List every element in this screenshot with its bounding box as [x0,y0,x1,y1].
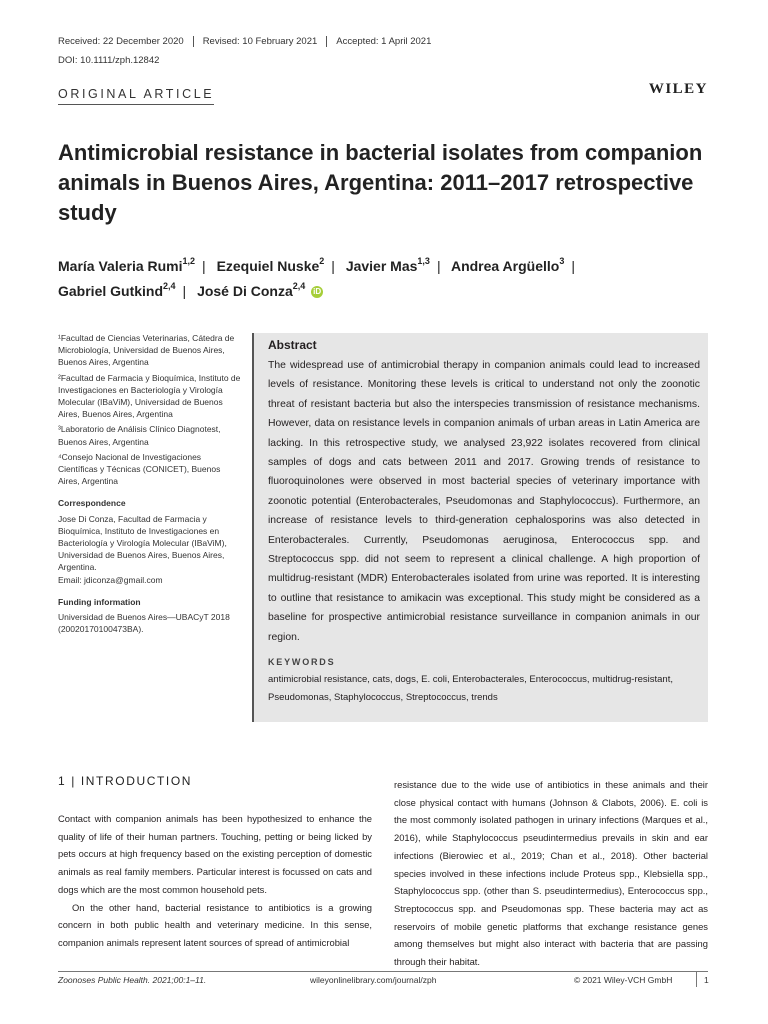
paragraph: Contact with companion animals has been hypothesized to enhance the quality of life of their human partners. Touching, petting or being licked by pets occurs at high frequency based on the existing perception of domestic animals as real family members. Particular interest is focussed on cats and dogs which are the most common household pets. [58,813,372,895]
affiliation: ²Facultad de Farmacia y Bioquímica, Instituto de Investigaciones en Bacteriología y Virología Molecular (IBaViM), Universidad de Buenos Aires, Buenos Aires, Argentina [58,372,241,420]
abstract-heading: Abstract [268,338,317,352]
article-dates [58,36,449,47]
footer-rule [58,971,708,972]
correspondence-heading: Correspondence [58,498,126,509]
correspondence-email[interactable]: Email: jdiconza@gmail.com [58,574,163,585]
received-date: Received: 22 December 2020 [58,36,194,47]
author-list: María Valeria Rumi$^{1,2}$ | Ezequiel Nuske$^2$ | Javier Mas$^{1,3}$ | Andrea Argüello$^3$ | Gabriel Gutkind$^{2,4}$ | José Di Conza$^{2,4}$ iD [58,256,575,299]
affiliation: ³Laboratorio de Análisis Clínico Diagnotest, Buenos Aires, Argentina [58,424,221,447]
orcid-icon[interactable]: iD [313,287,322,297]
publisher-logo: WILEY [648,81,708,97]
column-right [394,776,708,971]
author[interactable]: José Di Conza$^{2,4}$ [197,281,306,299]
author[interactable]: Ezequiel Nuske$^2$ [216,256,325,274]
journal-url[interactable]: wileyonlinelibrary.com/journal/zph [310,975,437,985]
paragraph: On the other hand, bacterial resistance to antibiotics is a growing concern in both public health and veterinary medicine. In this sense, companion animals represent latent sources of spread of antimicrobial [58,901,372,948]
revised-date: Revised: 10 February 2021 [203,36,328,47]
footer-divider [696,971,697,987]
funding-heading: Funding information [58,596,141,607]
abstract-box [252,333,708,722]
funding-text: Universidad de Buenos Aires—UBACyT 2018 (20020170100473BA). [58,612,230,635]
article-type: ORIGINAL ARTICLE [58,87,214,105]
author[interactable]: María Valeria Rumi$^{1,2}$ [58,256,196,274]
author[interactable]: Gabriel Gutkind$^{2,4}$ [58,281,176,299]
accepted-date: Accepted: 1 April 2021 [336,36,432,47]
page-number: 1 [704,975,709,985]
sidebar [58,332,243,638]
author[interactable]: Javier Mas$^{1,3}$ [345,256,430,274]
paper-title: Antimicrobial resistance in bacterial isolates from companion animals in Buenos Aires, Argentina: 2011–2017 retrospective study [58,140,703,225]
keywords-heading: KEYWORDS [268,657,336,668]
column-left [58,810,372,952]
copyright: © 2021 Wiley-VCH GmbH [574,975,673,985]
doi[interactable]: DOI: 10.1111/zph.12842 [58,55,160,66]
affiliation: ⁴Consejo Nacional de Investigaciones Científicas y Técnicas (CONICET), Buenos Aires, Argentina [58,451,221,487]
abstract-body: The widespread use of antimicrobial therapy in companion animals could lead to increased levels of resistance. Monitoring these levels is critical to understand not only the zoonotic threat of resistant bacteria but also the interspecies transmission of resistance mechanisms. However, data on resistance levels in companion animals of urban areas in Latin America are lacking. In this retrospective study, we analysed 23,922 isolates recovered from clinical samples of dogs and cats between 2011 and 2017. Growing trends of resistance to fluoroquinolones were observed in most bacterial species of veterinary importance with zoonotic potential (Enterobacterales, Pseudomonas and Staphylococcus). Furthermore, an increase of resistance levels to third-generation cephalosporins was also detected in Enterobacterales. Currently, Pseudomonas aeruginosa, Enterococcus spp. and Streptococcus spp. did not seem to represent a clinical challenge. A high proportion of multidrug-resistant (MDR) Enterobacterales isolated from urine was reported. It is interesting to outline that resistance to amikacin was exceptional. This study might be considered as a baseline for prospective antimicrobial resistance surveillance in companion animals in our region. [268,360,700,643]
author[interactable]: Andrea Argüello$^3$ [450,256,565,274]
affiliation: ¹Facultad de Ciencias Veterinarias, Cátedra de Microbiología, Universidad de Buenos Aires, Buenos Aires, Argentina [58,333,235,368]
section-heading: 1 | INTRODUCTION [58,774,193,788]
paragraph: resistance due to the wide use of antibiotics in these animals and their close physical contact with humans (Johnson & Clabots, 2006). E. coli is the most commonly isolated pathogen in urinary infections (Marques et al., 2016), while Staphylococcus pseudintermedius prevails in skin and ear infections (Bierowiec et al., 2019; Chan et al., 2018). Other bacterial species involved in these infections include Proteus spp., Klebsiella spp., Staphylococcus spp. (other than S. pseudintermedius), Enterococcus spp., Streptococcus spp. and Pseudomonas spp. These bacteria may act as reservoirs of mobile genetic platforms that exchange resistance genes among themselves but might also interact with bacteria that are passing through their habitat. [394,779,708,968]
journal-citation: Zoonoses Public Health. 2021;00:1–11. [58,975,207,985]
keywords: antimicrobial resistance, cats, dogs, E. coli, Enterobacterales, Enterococcus, multidrug-resistant, Pseudomonas, Staphylococcus, Streptococcus, trends [268,674,673,703]
correspondence-text: Jose Di Conza, Facultad de Farmacia y Bioquímica, Instituto de Investigaciones en Bacteriología y Virología Molecular (IBaViM), Universidad de Buenos Aires, Buenos Aires, Argentina. [58,513,227,573]
